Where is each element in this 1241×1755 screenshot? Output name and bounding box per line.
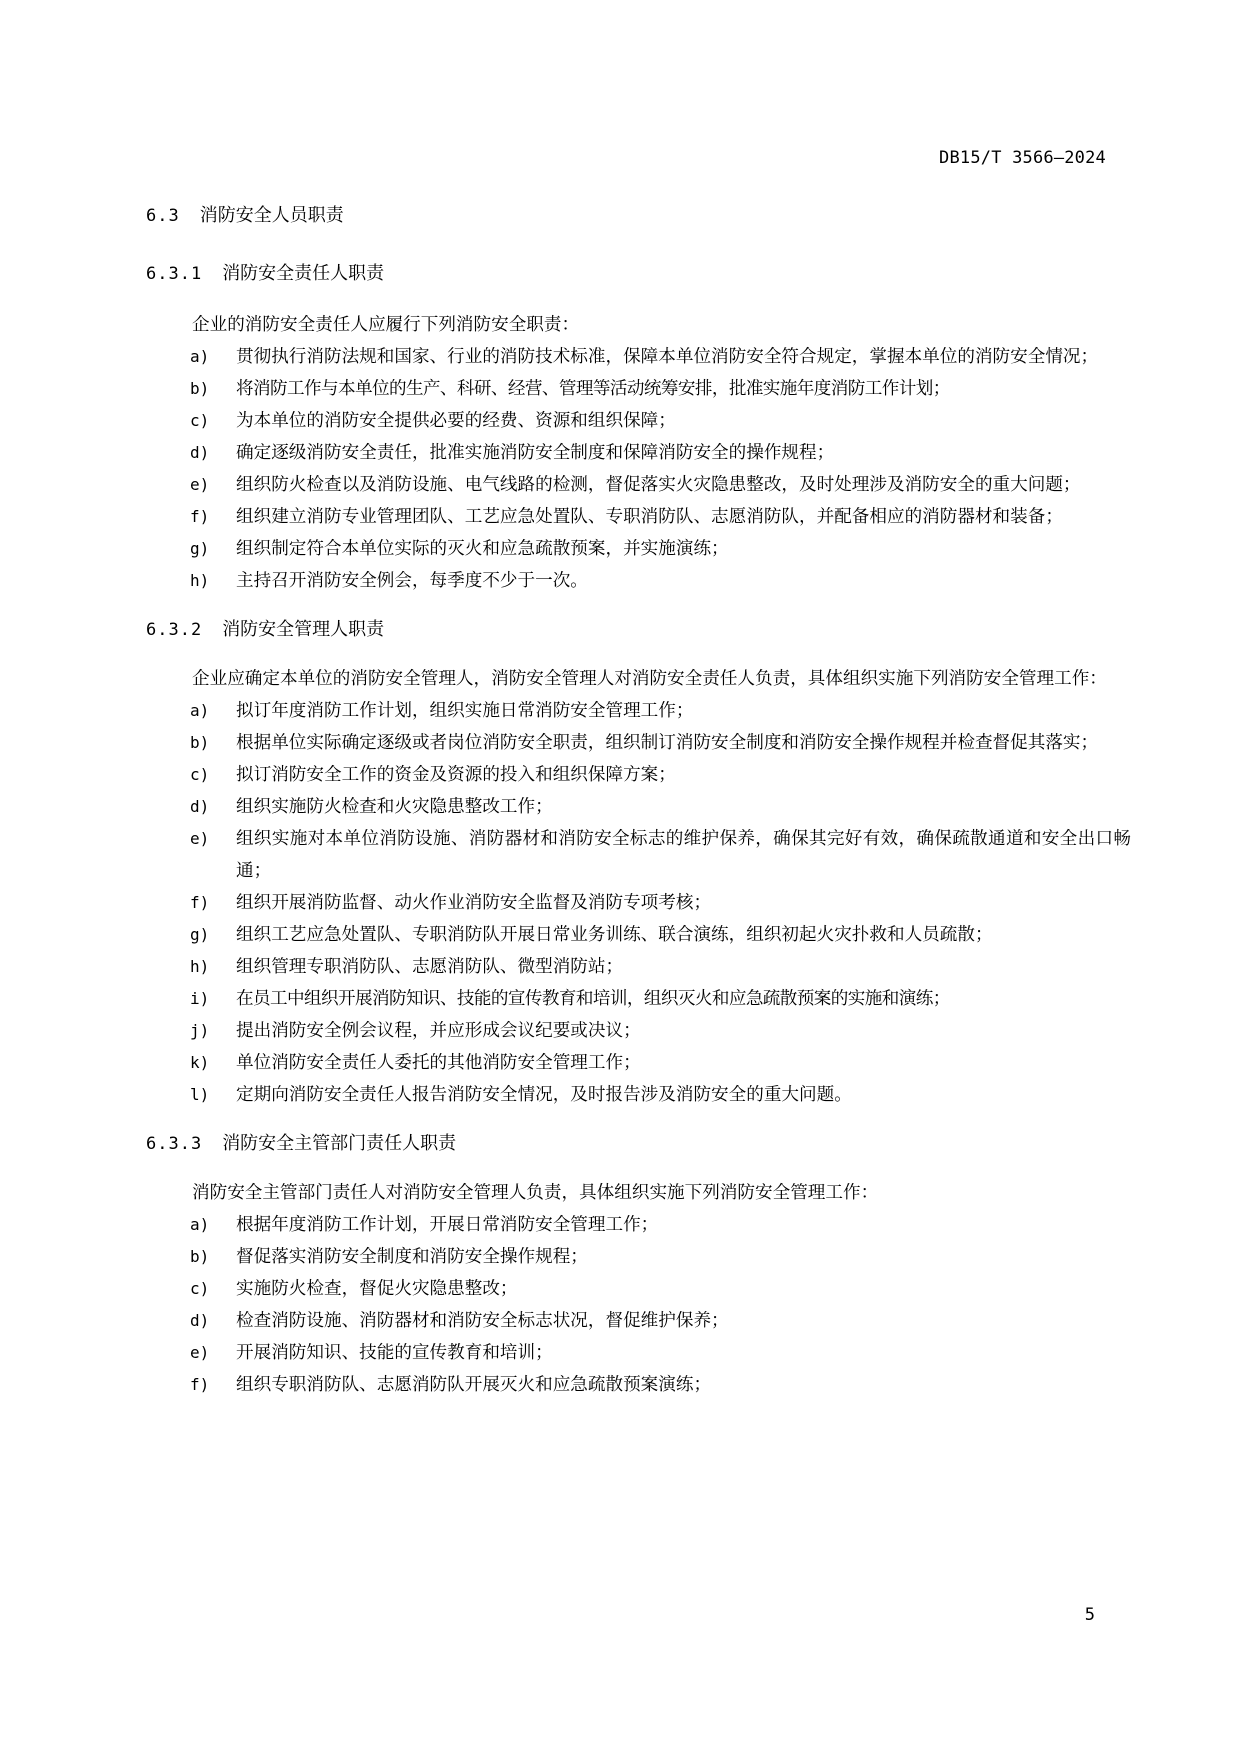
list-marker: e) xyxy=(190,829,210,848)
list-item xyxy=(146,1241,1131,1273)
list-item-text: 根据单位实际确定逐级或者岗位消防安全职责，组织制订消防安全制度和消防安全操作规程并检查督促其落实； xyxy=(236,733,1099,753)
list-item xyxy=(146,533,1131,565)
list-item-text: 拟订消防安全工作的资金及资源的投入和组织保障方案； xyxy=(236,765,676,785)
list-item-text: 组织建立消防专业管理团队、工艺应急处置队、专职消防队、志愿消防队，并配备相应的消防器材和装备； xyxy=(236,507,1063,527)
list-item-text: 组织开展消防监督、动火作业消防安全监督及消防专项考核； xyxy=(236,893,712,913)
document-body xyxy=(146,203,1131,1401)
list-marker: i) xyxy=(190,989,210,1008)
list-item-text: 单位消防安全责任人委托的其他消防安全管理工作； xyxy=(236,1053,641,1073)
section-number: 6.3.2 xyxy=(146,620,203,640)
list-item xyxy=(146,1079,1131,1111)
list-marker: b) xyxy=(190,379,210,398)
list-item-text: 督促落实消防安全制度和消防安全操作规程； xyxy=(236,1247,588,1267)
list-marker: l) xyxy=(190,1085,210,1104)
list-item xyxy=(146,501,1131,533)
list-item xyxy=(146,1047,1131,1079)
list-item-text: 根据年度消防工作计划，开展日常消防安全管理工作； xyxy=(236,1215,659,1235)
list-item xyxy=(146,1015,1131,1047)
list-item-text: 开展消防知识、技能的宣传教育和培训； xyxy=(236,1343,553,1363)
list-item xyxy=(146,405,1131,437)
section-heading-6-3-2 xyxy=(146,617,1131,643)
list-item xyxy=(146,1369,1131,1401)
list-item-text: 将消防工作与本单位的生产、科研、经营、管理等活动统筹安排，批准实施年度消防工作计划； xyxy=(236,379,950,399)
list-item xyxy=(146,1273,1131,1305)
list-marker: a) xyxy=(190,347,210,366)
list-item xyxy=(146,341,1131,373)
paragraph-intro: 企业的消防安全责任人应履行下列消防安全职责： xyxy=(192,315,580,335)
list-item xyxy=(146,565,1131,597)
list-marker: e) xyxy=(190,475,210,494)
list-marker: c) xyxy=(190,765,210,784)
list-item-text: 贯彻执行消防法规和国家、行业的消防技术标准，保障本单位消防安全符合规定，掌握本单位的消防安全情况； xyxy=(236,347,1099,367)
list-item xyxy=(146,983,1131,1015)
list-marker: k) xyxy=(190,1053,210,1072)
list-marker: a) xyxy=(190,701,210,720)
list-marker: f) xyxy=(190,1375,210,1394)
list-item-text: 在员工中组织开展消防知识、技能的宣传教育和培训，组织灭火和应急疏散预案的实施和演练； xyxy=(236,989,950,1009)
list-item xyxy=(146,437,1131,469)
list-item-text: 组织防火检查以及消防设施、电气线路的检测，督促落实火灾隐患整改，及时处理涉及消防安全的重大问题； xyxy=(236,475,1081,495)
list-marker: d) xyxy=(190,1311,210,1330)
list-marker: d) xyxy=(190,797,210,816)
list-item xyxy=(146,887,1131,919)
list-marker: b) xyxy=(190,1247,210,1266)
paragraph-intro: 消防安全主管部门责任人对消防安全管理人负责，具体组织实施下列消防安全管理工作： xyxy=(192,1183,879,1203)
section-title: 消防安全责任人职责 xyxy=(222,263,385,284)
section-title: 消防安全人员职责 xyxy=(199,205,344,226)
page-number: 5 xyxy=(1084,1605,1095,1625)
list-item-text: 组织管理专职消防队、志愿消防队、微型消防站； xyxy=(236,957,624,977)
list-item-text: 主持召开消防安全例会，每季度不少于一次。 xyxy=(236,571,588,591)
list-item-text: 实施防火检查，督促火灾隐患整改； xyxy=(236,1279,518,1299)
section-heading-6-3-1 xyxy=(146,261,1131,287)
list-marker: f) xyxy=(190,893,210,912)
list-marker: c) xyxy=(190,1279,210,1298)
list-item-text: 检查消防设施、消防器材和消防安全标志状况，督促维护保养； xyxy=(236,1311,729,1331)
list-item xyxy=(146,759,1131,791)
duty-list-6-3-1 xyxy=(146,341,1131,597)
list-marker: g) xyxy=(190,539,210,558)
list-item-text: 定期向消防安全责任人报告消防安全情况，及时报告涉及消防安全的重大问题。 xyxy=(236,1085,852,1105)
list-item xyxy=(146,823,1131,887)
list-item xyxy=(146,373,1131,405)
list-item-text: 组织工艺应急处置队、专职消防队开展日常业务训练、联合演练，组织初起火灾扑救和人员疏散； xyxy=(236,925,993,945)
section-title: 消防安全管理人职责 xyxy=(222,619,385,640)
list-item xyxy=(146,1305,1131,1337)
list-item-text: 拟订年度消防工作计划，组织实施日常消防安全管理工作； xyxy=(236,701,694,721)
list-marker: h) xyxy=(190,957,210,976)
list-item xyxy=(146,727,1131,759)
list-item-text: 组织实施对本单位消防设施、消防器材和消防安全标志的维护保养，确保其完好有效，确保疏散通道和安全出口畅通； xyxy=(236,829,1131,881)
list-marker: f) xyxy=(190,507,210,526)
duty-list-6-3-2 xyxy=(146,695,1131,1111)
list-marker: d) xyxy=(190,443,210,462)
section-number: 6.3 xyxy=(146,206,180,226)
section-spacer xyxy=(146,1111,1131,1131)
list-item-text: 组织专职消防队、志愿消防队开展灭火和应急疏散预案演练； xyxy=(236,1375,712,1395)
list-item xyxy=(146,951,1131,983)
list-item-text: 组织实施防火检查和火灾隐患整改工作； xyxy=(236,797,553,817)
list-item xyxy=(146,1337,1131,1369)
section-heading-6-3 xyxy=(146,203,1131,229)
duty-list-6-3-3 xyxy=(146,1209,1131,1401)
list-item xyxy=(146,469,1131,501)
list-item-text: 为本单位的消防安全提供必要的经费、资源和组织保障； xyxy=(236,411,676,431)
document-code: DB15/T 3566—2024 xyxy=(939,148,1106,168)
list-marker: j) xyxy=(190,1021,210,1040)
paragraph-intro: 企业应确定本单位的消防安全管理人，消防安全管理人对消防安全责任人负责，具体组织实施下列消防安全管理工作： xyxy=(192,669,1107,689)
section-heading-6-3-3 xyxy=(146,1131,1131,1157)
list-item-text: 组织制定符合本单位实际的灭火和应急疏散预案，并实施演练； xyxy=(236,539,729,559)
list-item xyxy=(146,1209,1131,1241)
list-item xyxy=(146,791,1131,823)
section-spacer xyxy=(146,597,1131,617)
list-item xyxy=(146,919,1131,951)
section-number: 6.3.3 xyxy=(146,1134,203,1154)
list-item xyxy=(146,695,1131,727)
section-number: 6.3.1 xyxy=(146,264,203,284)
list-marker: b) xyxy=(190,733,210,752)
list-marker: h) xyxy=(190,571,210,590)
list-item-text: 提出消防安全例会议程，并应形成会议纪要或决议； xyxy=(236,1021,641,1041)
list-item-text: 确定逐级消防安全责任，批准实施消防安全制度和保障消防安全的操作规程； xyxy=(236,443,835,463)
list-marker: g) xyxy=(190,925,210,944)
list-marker: a) xyxy=(190,1215,210,1234)
section-title: 消防安全主管部门责任人职责 xyxy=(222,1133,457,1154)
list-marker: c) xyxy=(190,411,210,430)
list-marker: e) xyxy=(190,1343,210,1362)
